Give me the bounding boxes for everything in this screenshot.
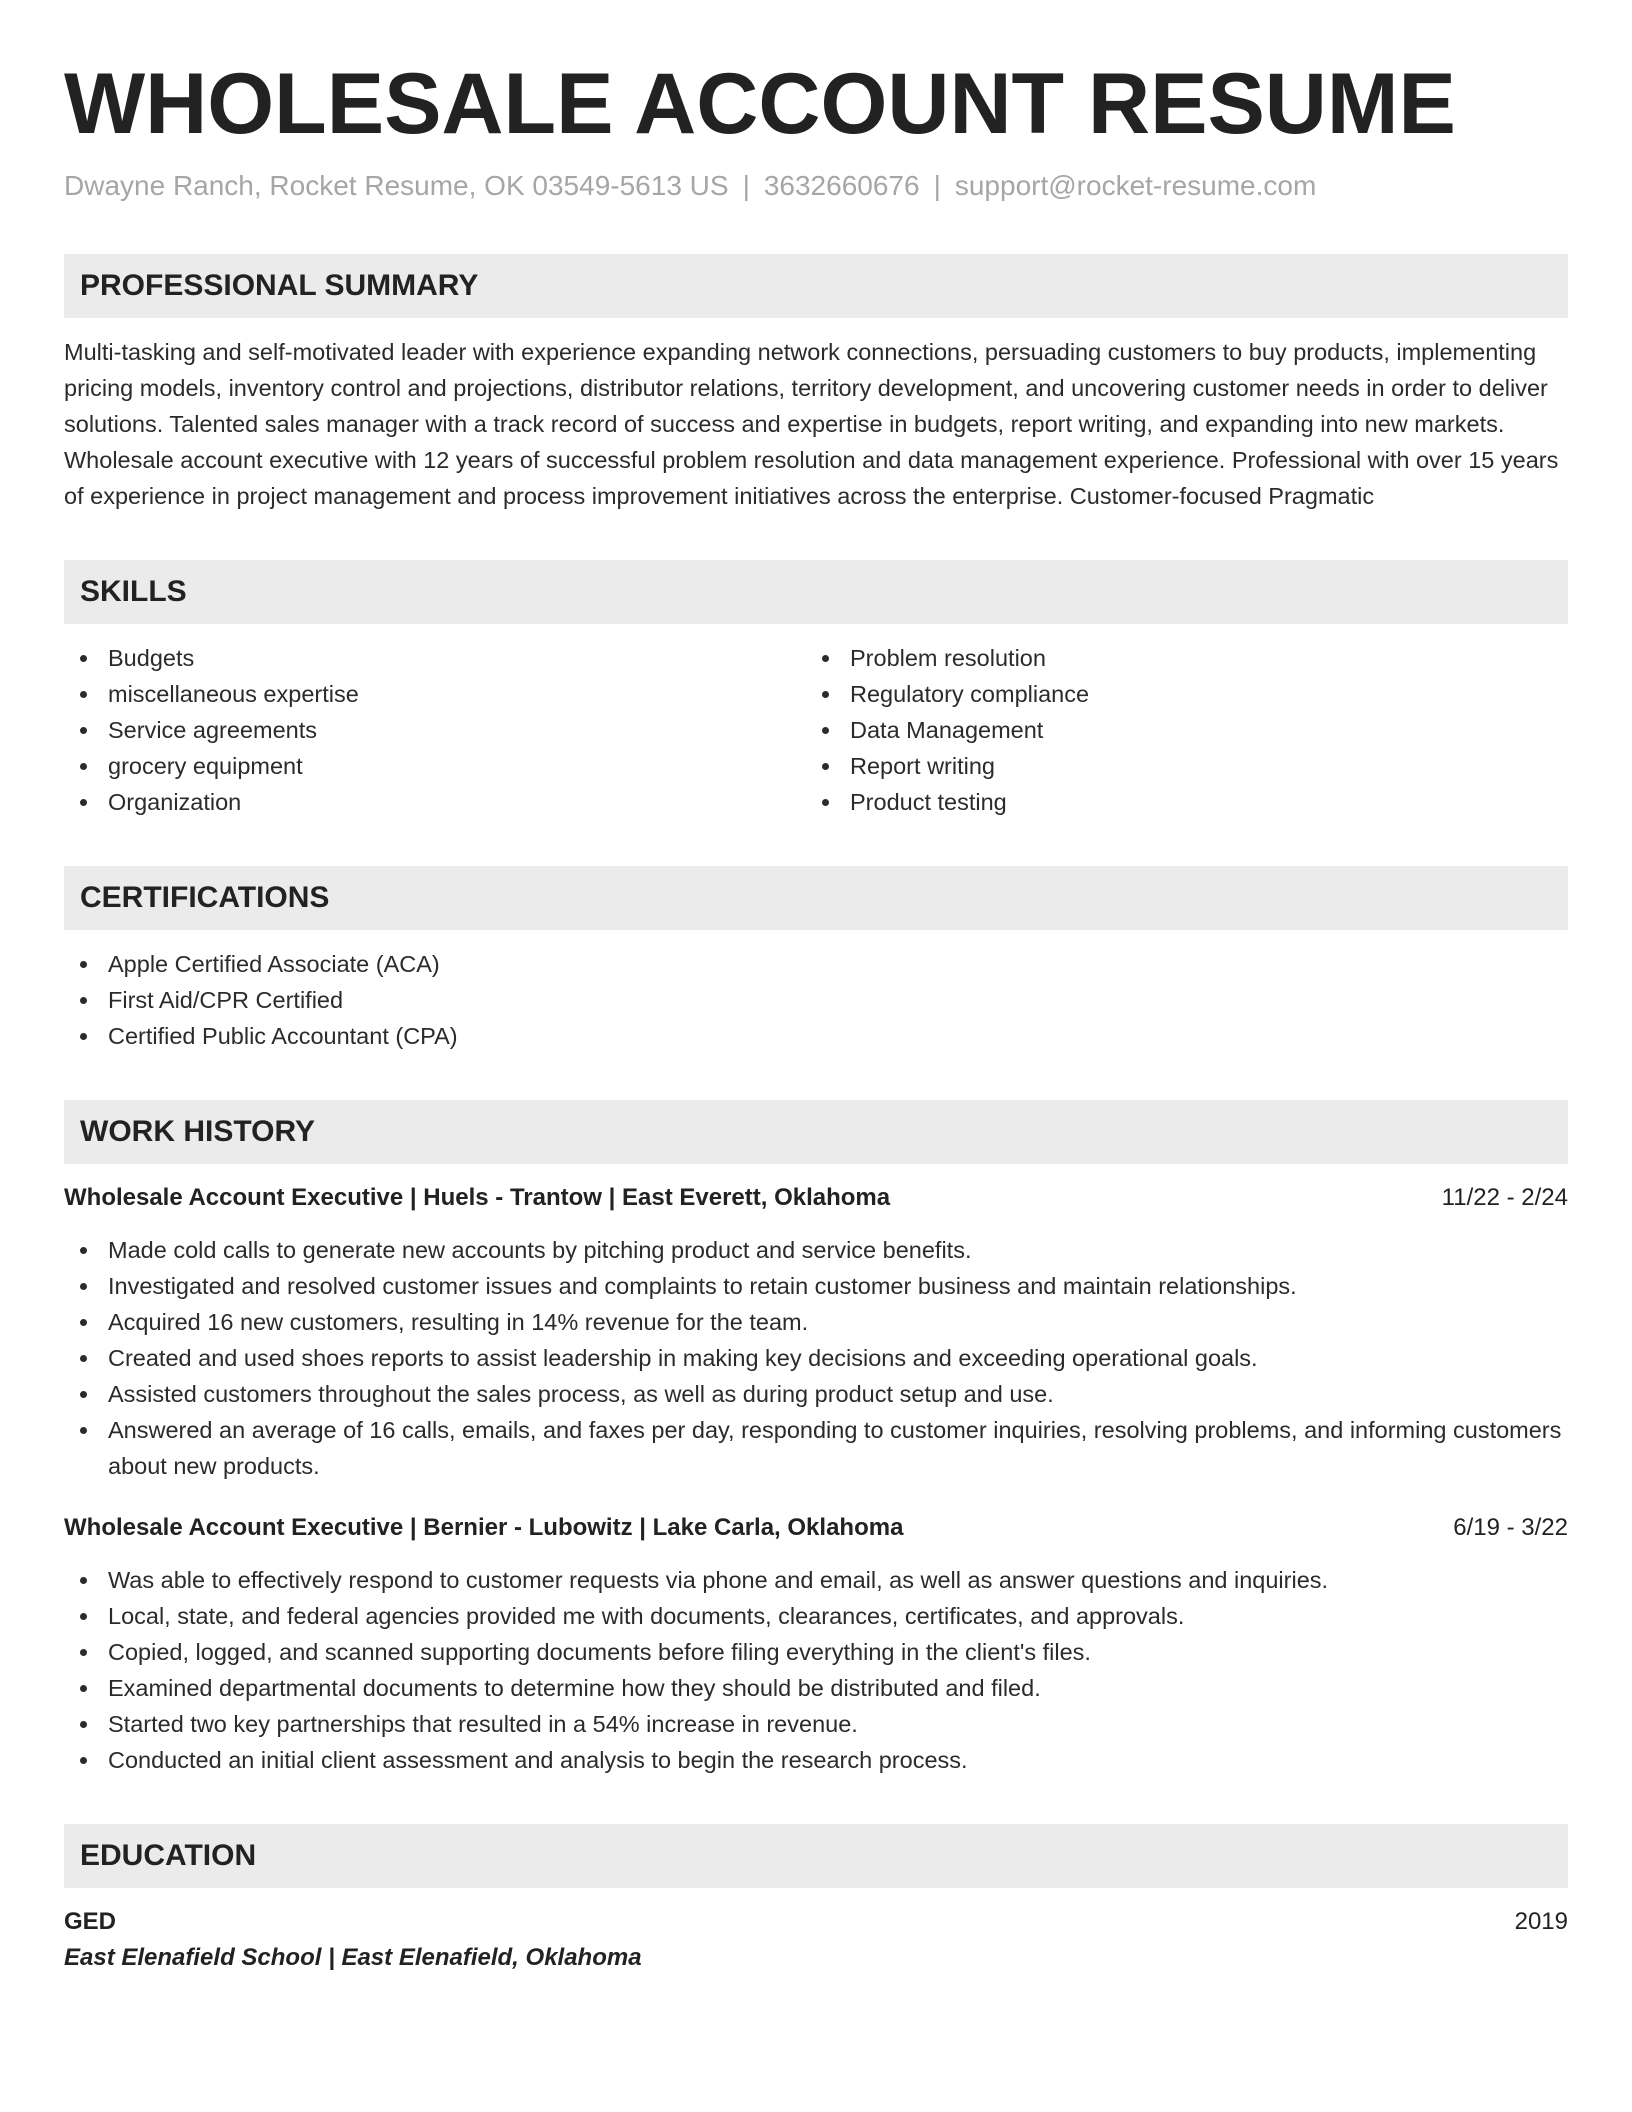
skill-item: Data Management xyxy=(806,712,1548,748)
skill-item: Report writing xyxy=(806,748,1548,784)
job-entry xyxy=(64,1180,1568,1484)
contact-address: Dwayne Ranch, Rocket Resume, OK 03549-5613 US xyxy=(64,170,729,201)
job-bullet: Created and used shoes reports to assist leadership in making key decisions and exceeding operational goals. xyxy=(64,1340,1568,1376)
contact-email: support@rocket-resume.com xyxy=(954,170,1317,201)
skill-item: miscellaneous expertise xyxy=(64,676,806,712)
education-degree: GED xyxy=(64,1908,117,1935)
job-bullet: Examined departmental documents to determine how they should be distributed and filed. xyxy=(64,1670,1568,1706)
section-heading-work-history: WORK HISTORY xyxy=(64,1100,1568,1164)
job-bullet: Acquired 16 new customers, resulting in 14% revenue for the team. xyxy=(64,1304,1568,1340)
skill-item: Service agreements xyxy=(64,712,806,748)
education-header xyxy=(64,1904,1568,1940)
job-bullets xyxy=(64,1562,1568,1778)
contact-phone: 3632660676 xyxy=(763,170,920,201)
job-dates: 11/22 - 2/24 xyxy=(1441,1184,1568,1211)
education-year: 2019 xyxy=(1514,1908,1568,1935)
section-heading-certifications: CERTIFICATIONS xyxy=(64,866,1568,930)
certification-item: Apple Certified Associate (ACA) xyxy=(64,946,1568,982)
education-school: East Elenafield School | East Elenafield, Oklahoma xyxy=(64,1944,642,1971)
skills-column-left xyxy=(64,640,806,820)
summary-text: Multi-tasking and self-motivated leader with experience expanding network connections, persuading customers to buy products, implementing pricing models, inventory control and projections, distributor relations, territory development, and uncovering customer needs in order to deliver solutions. Talented sales manager with a track record of success and expertise in budgets, report writing, and expanding into new markets. Wholesale account executive with 12 years of successful problem resolution and data management experience. Professional with over 15 years of experience in project management and process improvement initiatives across the enterprise. Customer-focused Pragmatic xyxy=(64,339,1559,509)
section-heading-summary: PROFESSIONAL SUMMARY xyxy=(64,254,1568,318)
job-bullet: Was able to effectively respond to customer requests via phone and email, as well as answer questions and inquiries. xyxy=(64,1562,1568,1598)
resume-title: WHOLESALE ACCOUNT RESUME xyxy=(64,56,1456,152)
job-bullet: Made cold calls to generate new accounts by pitching product and service benefits. xyxy=(64,1232,1568,1268)
skill-item: Problem resolution xyxy=(806,640,1548,676)
job-bullet: Assisted customers throughout the sales process, as well as during product setup and use. xyxy=(64,1376,1568,1412)
section-heading-education: EDUCATION xyxy=(64,1824,1568,1888)
skill-item: Regulatory compliance xyxy=(806,676,1548,712)
contact-separator: | xyxy=(742,170,750,201)
job-bullet: Investigated and resolved customer issues and complaints to retain customer business and maintain relationships. xyxy=(64,1268,1568,1304)
skill-item: Budgets xyxy=(64,640,806,676)
contact-line xyxy=(64,168,1568,204)
job-dates: 6/19 - 3/22 xyxy=(1453,1514,1568,1541)
skill-item: grocery equipment xyxy=(64,748,806,784)
contact-separator: | xyxy=(933,170,941,201)
job-title: Wholesale Account Executive | Bernier - Lubowitz | Lake Carla, Oklahoma xyxy=(64,1514,904,1541)
job-bullet: Local, state, and federal agencies provided me with documents, clearances, certificates, and approvals. xyxy=(64,1598,1568,1634)
job-bullets xyxy=(64,1232,1568,1484)
skill-item: Organization xyxy=(64,784,806,820)
job-header xyxy=(64,1510,1568,1546)
section-heading-skills: SKILLS xyxy=(64,560,1568,624)
job-entry xyxy=(64,1510,1568,1778)
resume-page xyxy=(64,56,1568,1976)
certification-item: Certified Public Accountant (CPA) xyxy=(64,1018,1568,1054)
job-bullet: Conducted an initial client assessment and analysis to begin the research process. xyxy=(64,1742,1568,1778)
certification-item: First Aid/CPR Certified xyxy=(64,982,1568,1018)
job-bullet: Started two key partnerships that resulted in a 54% increase in revenue. xyxy=(64,1706,1568,1742)
job-header xyxy=(64,1180,1568,1216)
skills-list xyxy=(64,640,1568,820)
job-bullet: Copied, logged, and scanned supporting documents before filing everything in the client's files. xyxy=(64,1634,1568,1670)
skills-column-right xyxy=(806,640,1548,820)
job-bullet: Answered an average of 16 calls, emails, and faxes per day, responding to customer inquiries, resolving problems, and informing customers about new products. xyxy=(64,1412,1568,1484)
job-title: Wholesale Account Executive | Huels - Trantow | East Everett, Oklahoma xyxy=(64,1184,891,1211)
education-entry xyxy=(64,1904,1568,1976)
certifications-list xyxy=(64,946,1568,1054)
skill-item: Product testing xyxy=(806,784,1548,820)
